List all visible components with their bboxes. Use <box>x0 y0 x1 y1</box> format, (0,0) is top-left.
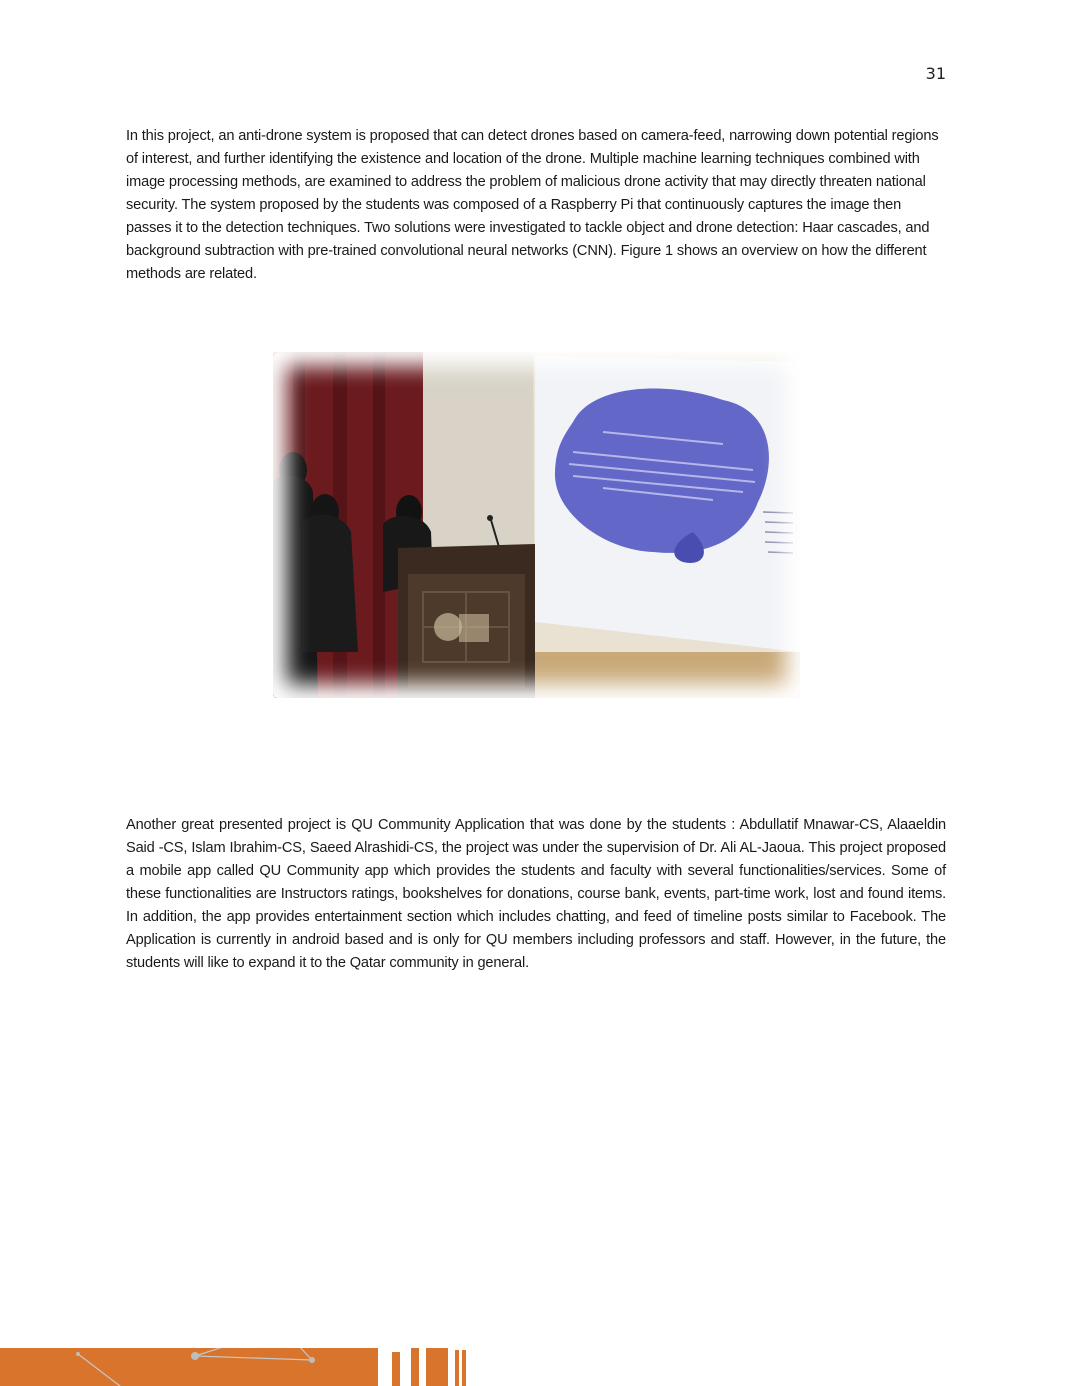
paragraph-anti-drone: In this project, an anti-drone system is proposed that can detect drones based on camera-feed, narrowing down potential regions of interest, and further identifying the existence and location of the drone. Multiple machine learning techniques combined with image processing methods, are examined to address the problem of malicious drone activity that may directly threaten national security. The system proposed by the students was composed of a Raspberry Pi that continuously captures the image then passes it to the detection techniques. Two solutions were investigated to tackle object and drone detection: Haar cascades, and background subtraction with pre-trained convolutional neural networks (CNN). Figure 1 shows an overview on how the different methods are related. <box>126 128 939 282</box>
presentation-photo <box>273 352 800 698</box>
podium <box>398 544 535 698</box>
paragraph-qu-community: Another great presented project is QU Community Application that was done by the students : Abdullatif Mnawar-CS, Alaaeldin Said -CS, Islam Ibrahim-CS, Saeed Alrashidi-CS, the project was under the supervision of Dr. Ali AL-Jaoua. This project proposed a mobile app called QU Community app which provides the students and faculty with several functionalities/services. Some of these functionalities are Instructors ratings, bookshelves for donations, course bank, events, part-time work, lost and found items. In addition, the app provides entertainment section which includes chatting, and feed of timeline posts similar to Facebook. The Application is currently in android based and is only for QU members including professors and staff. However, in the future, the students will like to expand it to the Qatar community in general. <box>126 817 946 971</box>
footer-decoration <box>0 1348 1071 1386</box>
page-number: 31 <box>925 64 946 83</box>
